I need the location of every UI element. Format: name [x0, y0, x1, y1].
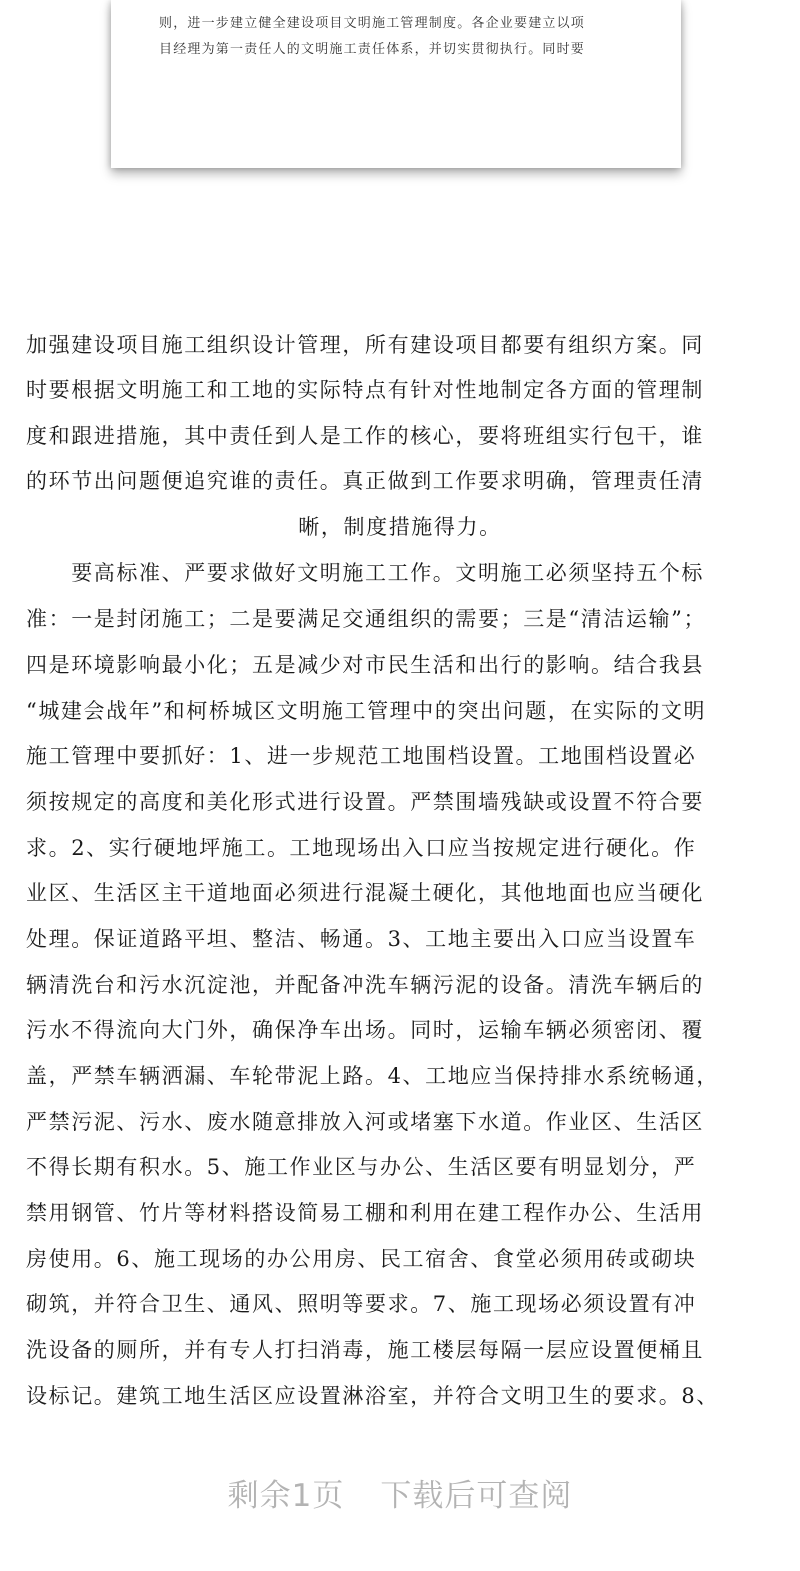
body-line: 的环节出问题便追究谁的责任。真正做到工作要求明确，管理责任清 [26, 469, 704, 493]
remaining-pages-label: 剩余1页 [227, 1478, 345, 1514]
remaining-pages-banner[interactable] [0, 1470, 800, 1515]
body-line: 砌筑，并符合卫生、通风、照明等要求。7、施工现场必须设置有冲 [26, 1292, 697, 1316]
body-line: 设标记。建筑工地生活区应设置淋浴室，并符合文明卫生的要求。8、 [26, 1384, 719, 1408]
body-line: 须按规定的高度和美化形式进行设置。严禁围墙残缺或设置不符合要 [26, 790, 704, 814]
body-line: 辆清洗台和污水沉淀池，并配备冲洗车辆污泥的设备。清洗车辆后的 [26, 973, 704, 997]
body-line: 业区、生活区主干道地面必须进行混凝土硬化，其他地面也应当硬化 [26, 881, 704, 905]
body-line: 四是环境影响最小化；五是减少对市民生活和出行的影响。结合我县 [26, 653, 704, 677]
body-line: “城建会战年”和柯桥城区文明施工管理中的突出问题，在实际的文明 [26, 699, 707, 723]
body-line: 求。2、实行硬地坪施工。工地现场出入口应当按规定进行硬化。作 [26, 836, 697, 860]
body-line: 处理。保证道路平坦、整洁、畅通。3、工地主要出入口应当设置车 [26, 927, 697, 951]
body-line: 加强建设项目施工组织设计管理，所有建设项目都要有组织方案。同 [26, 333, 704, 357]
body-line: 不得长期有积水。5、施工作业区与办公、生活区要有明显划分，严 [26, 1155, 697, 1179]
body-line: 准：一是封闭施工；二是要满足交通组织的需要；三是“清洁运输”； [26, 607, 707, 631]
download-to-view-label: 下载后可查阅 [380, 1478, 573, 1514]
body-line: 盖，严禁车辆洒漏、车轮带泥上路。4、工地应当保持排水系统畅通， [26, 1064, 719, 1088]
body-line: 晰，制度措施得力。 [298, 515, 502, 539]
preview-line-2: 目经理为第一责任人的文明施工责任体系，并切实贯彻执行。同时要 [159, 42, 586, 57]
previous-page-preview [111, 0, 681, 168]
body-line: 污水不得流向大门外，确保净车出场。同时，运输车辆必须密闭、覆 [26, 1018, 704, 1042]
body-line: 禁用钢管、竹片等材料搭设简易工棚和利用在建工程作办公、生活用 [26, 1201, 704, 1225]
body-line: 度和跟进措施，其中责任到人是工作的核心，要将班组实行包干，谁 [26, 424, 704, 448]
body-line: 施工管理中要抓好：1、进一步规范工地围档设置。工地围档设置必 [26, 744, 697, 768]
body-line: 房使用。6、施工现场的办公用房、民工宿舍、食堂必须用砖或砌块 [26, 1247, 697, 1271]
body-line: 严禁污泥、污水、废水随意排放入河或堵塞下水道。作业区、生活区 [26, 1110, 704, 1134]
body-line: 洗设备的厕所，并有专人打扫消毒，施工楼层每隔一层应设置便桶且 [26, 1338, 704, 1362]
body-line: 时要根据文明施工和工地的实际特点有针对性地制定各方面的管理制 [26, 378, 704, 402]
body-line: 要高标准、严要求做好文明施工工作。文明施工必须坚持五个标 [26, 561, 704, 585]
preview-line-1: 则，进一步建立健全建设项目文明施工管理制度。各企业要建立以项 [159, 16, 586, 31]
